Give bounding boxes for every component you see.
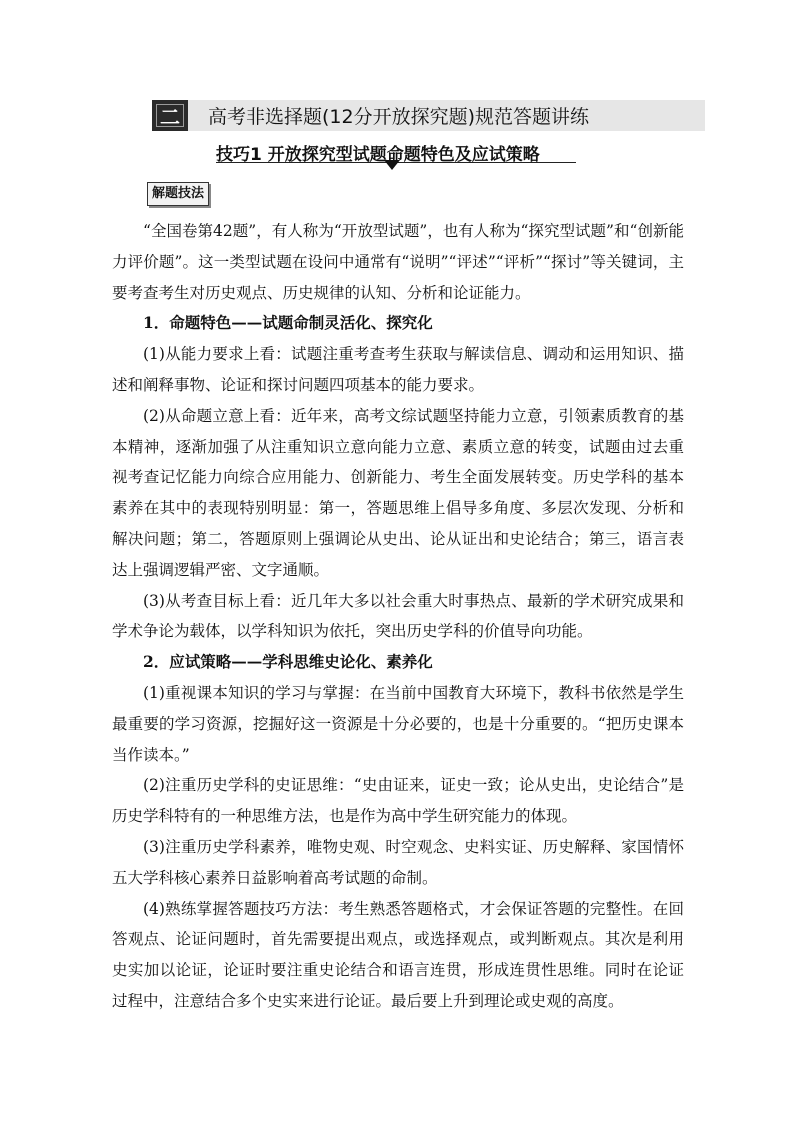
section-number-badge <box>152 100 188 131</box>
paragraph: (1)重视课本知识的学习与掌握：在当前中国教育大环境下，教科书依然是学生最重要的学习资源，挖掘好这一资源是十分必要的，也是十分重要的。“把历史课本当作读本。” <box>112 683 684 764</box>
body-text <box>112 216 684 1017</box>
intro-paragraph: “全国卷第42题”，有人称为“开放型试题”，也有人称为“探究型试题”和“创新能力评价题”。这一类型试题在设问中通常有“说明”“评述”“评析”“探讨”等关键词，主要考查考生对历史观点、历史规律的认知、分析和论证能力。 <box>112 222 684 302</box>
section-title: 高考非选择题(12分开放探究题)规范答题讲练 <box>208 106 590 128</box>
paragraph: (3)从考查目标上看：近几年大多以社会重大时事热点、最新的学术研究成果和学术争论为载体，以学科知识为依托，突出历史学科的价值导向功能。 <box>112 591 684 641</box>
paragraph: (2)注重历史学科的史证思维：“史由证来，证史一致；论从史出，史论结合”是历史学科特有的一种思维方法，也是作为高中学生研究能力的体现。 <box>112 776 684 826</box>
triangle-down-icon <box>384 160 400 170</box>
heading-1: 1．命题特色——试题命制灵活化、探究化 <box>143 313 433 333</box>
subtitle: 技巧1 开放探究型试题命题特色及应试策略 <box>216 140 576 163</box>
section-number: 二 <box>160 105 180 129</box>
paragraph: (1)从能力要求上看：试题注重考查考生获取与解读信息、调动和运用知识、描述和阐释事物、论证和探讨问题四项基本的能力要求。 <box>112 345 684 394</box>
section-header <box>152 100 705 131</box>
method-tag: 解题技法 <box>147 182 209 206</box>
paragraph: (3)注重历史学科素养，唯物史观、时空观念、史料实证、历史解释、家国情怀五大学科核心素养日益影响着高考试题的命制。 <box>112 837 684 887</box>
heading-2: 2．应试策略——学科思维史论化、素养化 <box>143 652 433 672</box>
paragraph: (4)熟练掌握答题技巧方法：考生熟悉答题格式，才会保证答题的完整性。在回答观点、论证问题时，首先需要提出观点，或选择观点，或判断观点。其次是利用史实加以论证，论证时要注重史论结合和语言连贯，形成连贯性思维。同时在论证过程中，注意结合多个史实来进行论证。最后要上升到理论或史观的高度。 <box>112 899 684 1010</box>
paragraph: (2)从命题立意上看：近年来，高考文综试题坚持能力立意，引领素质教育的基本精神，逐渐加强了从注重知识立意向能力立意、素质立意的转变，试题由过去重视考查记忆能力向综合应用能力、创新能力、考生全面发展转变。历史学科的基本素养在其中的表现特别明显：第一，答题思维上倡导多角度、多层次发现、分析和解决问题；第二，答题原则上强调论从史出、论从证出和史论结合；第三，语言表达上强调逻辑严密、文字通顺。 <box>112 406 684 579</box>
